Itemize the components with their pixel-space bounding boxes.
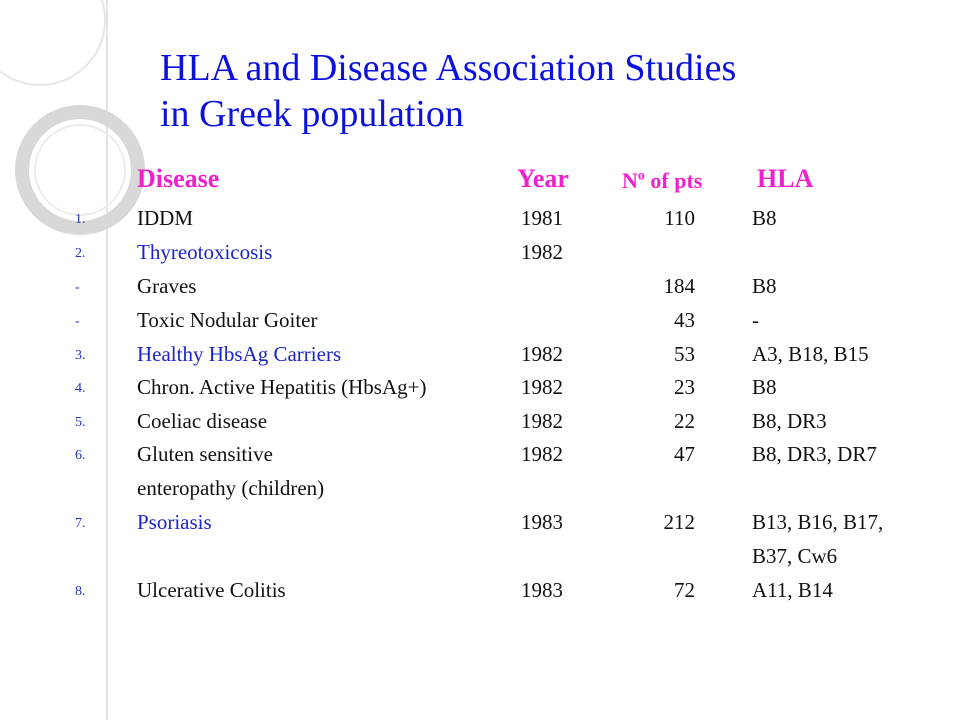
row-num: -: [75, 314, 80, 329]
row-year: 1983: [521, 578, 563, 602]
row-num: 7.: [75, 516, 86, 531]
row-disease: Gluten sensitive: [137, 442, 273, 466]
row-hla: -: [752, 308, 759, 332]
row-year: 1981: [521, 206, 563, 230]
header-disease: Disease: [137, 164, 220, 193]
row-hla: A3, B18, B15: [752, 342, 869, 366]
row-hla: B8: [752, 206, 777, 230]
row-num: 4.: [75, 381, 86, 396]
row-num: 3.: [75, 348, 86, 363]
row-year: 1982: [521, 442, 563, 466]
row-num: -: [75, 280, 80, 295]
row-hla: B8: [752, 274, 777, 298]
row-pts: 47: [674, 442, 695, 466]
slide-title: [160, 45, 736, 137]
row-hla: B8, DR3, DR7: [752, 442, 877, 466]
row-disease: Ulcerative Colitis: [137, 578, 286, 602]
row-pts: 43: [674, 308, 695, 332]
row-num: 6.: [75, 448, 86, 463]
row-year: 1982: [521, 375, 563, 399]
row-disease: enteropathy (children): [137, 476, 325, 500]
row-num: 1.: [75, 212, 86, 227]
row-disease: Thyreotoxicosis: [137, 240, 273, 264]
row-pts: 110: [664, 206, 695, 230]
row-pts: 22: [674, 409, 695, 433]
header-year: Year: [517, 164, 569, 193]
row-hla: B8: [752, 375, 777, 399]
header-pts: $N^o$ of pts: [622, 168, 703, 193]
row-num: 8.: [75, 584, 86, 599]
row-disease: Healthy HbsAg Carriers: [137, 342, 342, 366]
row-disease: Toxic Nodular Goiter: [137, 308, 318, 332]
row-pts: 212: [663, 510, 695, 534]
header-hla: HLA: [757, 164, 814, 193]
row-pts: 72: [674, 578, 695, 602]
row-pts: 53: [674, 342, 695, 366]
row-hla: A11, B14: [752, 578, 833, 602]
row-pts: 184: [663, 274, 695, 298]
row-year: 1982: [521, 409, 563, 433]
title-line-1: HLA and Disease Association Studies: [160, 47, 737, 89]
row-pts: 23: [674, 375, 695, 399]
row-num: 2.: [75, 246, 86, 261]
row-disease: IDDM: [137, 206, 193, 230]
row-hla: B8, DR3: [752, 409, 827, 433]
row-hla: B13, B16, B17,: [752, 510, 884, 534]
row-disease: Graves: [137, 274, 197, 298]
row-year: 1982: [521, 342, 563, 366]
title-line-2: in Greek population: [160, 93, 464, 135]
row-disease: Chron. Active Hepatitis (HbsAg+): [137, 375, 427, 399]
row-hla: B37, Cw6: [752, 544, 838, 568]
row-num: 5.: [75, 415, 86, 430]
row-year: 1982: [521, 240, 563, 264]
row-disease: Coeliac disease: [137, 409, 268, 433]
row-disease: Psoriasis: [137, 510, 212, 534]
row-year: 1983: [521, 510, 563, 534]
